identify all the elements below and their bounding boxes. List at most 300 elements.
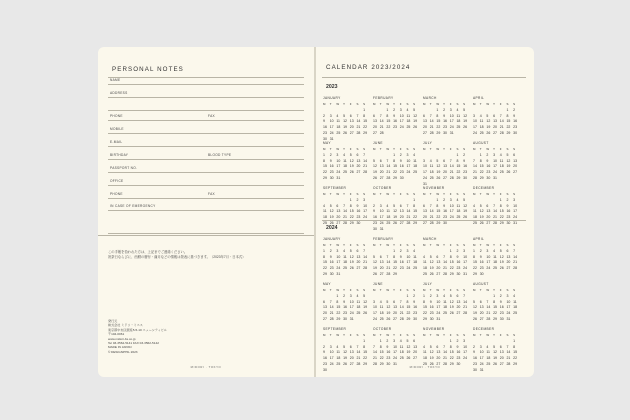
day-number: 10 [336, 158, 341, 163]
day-number: 3 [349, 293, 352, 298]
day-number: 6 [349, 344, 352, 349]
day-number: 4 [356, 293, 359, 298]
weekday-label: T [479, 333, 482, 337]
day-number: 14 [493, 209, 497, 214]
weekday-label: S [513, 147, 516, 151]
day-number: 19 [506, 164, 511, 169]
day-number: 13 [443, 164, 447, 169]
weekday-label: S [513, 333, 516, 337]
day-number: 23 [456, 356, 461, 361]
day-number: 14 [386, 260, 391, 265]
day-number: 17 [423, 170, 427, 175]
weekday-label: T [379, 288, 382, 292]
weekday-label: W [436, 288, 440, 292]
day-number: 29 [393, 271, 397, 276]
day-number: 3 [436, 293, 439, 298]
day-number: 10 [493, 158, 497, 163]
day-number: 25 [456, 125, 461, 130]
day-number: 5 [473, 299, 475, 304]
weekday-label: T [379, 333, 382, 337]
day-number: 23 [499, 311, 504, 316]
day-number: 30 [486, 175, 491, 180]
day-number: 20 [436, 266, 441, 271]
day-number: 1 [386, 107, 389, 112]
day-number: 3 [363, 197, 366, 202]
day-number: 12 [486, 119, 491, 124]
day-number: 11 [513, 299, 517, 304]
month-block [423, 282, 470, 323]
weekday-label: M [423, 102, 426, 106]
day-number: 24 [423, 175, 427, 180]
day-number: 4 [499, 152, 502, 157]
day-number: 15 [436, 119, 441, 124]
day-number: 25 [499, 170, 504, 175]
day-number: 27 [506, 266, 511, 271]
day-number: 22 [393, 266, 397, 271]
weekday-label: S [456, 192, 459, 196]
day-number: 7 [406, 203, 409, 208]
field-label: IN CASE OF EMERGENCY [110, 204, 156, 208]
day-number: 28 [486, 316, 491, 321]
weekday-label: S [356, 333, 359, 337]
day-number: 6 [323, 299, 325, 304]
day-number: 8 [479, 158, 482, 163]
day-number: 16 [443, 119, 447, 124]
day-number: 4 [486, 344, 489, 349]
day-number: 28 [329, 316, 334, 321]
day-number: 26 [486, 130, 491, 135]
day-number: 19 [349, 260, 354, 265]
field-row[interactable] [108, 174, 304, 186]
day-number: 3 [463, 338, 466, 343]
field-row[interactable] [108, 73, 304, 85]
weekday-label: S [406, 192, 409, 196]
day-number: 16 [473, 356, 477, 361]
day-number: 19 [343, 125, 347, 130]
day-number: 26 [386, 316, 391, 321]
month-days [423, 147, 470, 188]
weekday-label: S [356, 102, 359, 106]
return-notice [108, 250, 245, 259]
day-number: 12 [436, 164, 441, 169]
day-number: 2 [393, 107, 396, 112]
day-number: 17 [393, 350, 397, 355]
day-number: 6 [423, 203, 425, 208]
day-number: 31 [479, 367, 484, 372]
weekday-label: T [443, 147, 445, 151]
month-block [423, 141, 470, 188]
day-number: 26 [413, 125, 418, 130]
weekday-label: T [393, 147, 395, 151]
field-row[interactable] [108, 135, 304, 147]
month-block [473, 282, 520, 323]
day-number: 2 [386, 338, 389, 343]
day-number: 20 [493, 125, 497, 130]
day-number: 4 [343, 152, 346, 157]
day-number: 10 [473, 119, 477, 124]
day-number: 30 [429, 316, 434, 321]
weekday-label: T [493, 192, 495, 196]
day-number: 23 [343, 311, 347, 316]
day-number: 9 [443, 203, 446, 208]
day-number: 15 [436, 209, 441, 214]
day-number: 25 [379, 316, 384, 321]
month-name: APRIL [473, 96, 485, 100]
day-number: 8 [493, 299, 496, 304]
day-number: 16 [386, 350, 391, 355]
day-number: 28 [356, 130, 361, 135]
day-number: 22 [413, 215, 418, 220]
day-number: 23 [429, 311, 434, 316]
day-number: 24 [379, 220, 384, 225]
day-number: 2 [479, 248, 482, 253]
day-number: 10 [373, 305, 377, 310]
weekday-label: W [436, 102, 440, 106]
day-number: 27 [373, 130, 377, 135]
day-number: 6 [513, 152, 516, 157]
month-block [373, 141, 420, 182]
month-name: FEBRUARY [373, 237, 394, 241]
day-number: 22 [506, 125, 511, 130]
day-number: 13 [436, 260, 441, 265]
day-number: 9 [373, 209, 375, 214]
day-number: 1 [363, 338, 366, 343]
day-number: 29 [449, 271, 454, 276]
day-number: 18 [429, 170, 434, 175]
day-number: 13 [323, 305, 327, 310]
day-number: 26 [506, 170, 511, 175]
day-number: 9 [506, 203, 509, 208]
day-number: 4 [406, 107, 409, 112]
day-number: 9 [323, 119, 325, 124]
day-number: 17 [473, 125, 477, 130]
day-number: 15 [393, 164, 397, 169]
month-name: FEBRUARY [373, 96, 394, 100]
day-number: 24 [336, 170, 341, 175]
field-row[interactable] [108, 161, 304, 173]
day-number: 14 [356, 119, 361, 124]
month-days [423, 288, 470, 323]
day-number: 17 [406, 260, 411, 265]
day-number: 17 [506, 305, 511, 310]
day-number: 5 [393, 203, 396, 208]
day-number: 6 [379, 158, 382, 163]
day-number: 9 [386, 344, 389, 349]
day-number: 2 [323, 344, 325, 349]
day-number: 12 [373, 260, 377, 265]
day-number: 6 [456, 293, 459, 298]
day-number: 11 [386, 209, 391, 214]
weekday-label: M [473, 243, 476, 247]
weekday-label: T [329, 102, 332, 106]
day-number: 19 [479, 215, 484, 220]
day-number: 20 [436, 356, 441, 361]
day-number: 7 [329, 299, 332, 304]
day-number: 8 [413, 203, 416, 208]
day-number: 28 [373, 361, 377, 366]
day-number: 14 [329, 305, 334, 310]
field-row[interactable] [108, 109, 304, 121]
day-number: 29 [413, 220, 418, 225]
weekday-label: S [413, 288, 416, 292]
day-number: 27 [479, 316, 484, 321]
day-number: 15 [513, 350, 518, 355]
day-number: 16 [443, 209, 447, 214]
day-number: 27 [423, 130, 427, 135]
day-number: 10 [349, 299, 354, 304]
day-number: 13 [373, 119, 377, 124]
day-number: 14 [499, 119, 504, 124]
day-number: 23 [506, 215, 511, 220]
weekday-label: M [323, 243, 326, 247]
day-number: 14 [379, 119, 384, 124]
day-number: 17 [336, 164, 341, 169]
brand-footer: MIDORI · TOKYO [409, 365, 441, 369]
day-number: 30 [386, 361, 391, 366]
day-number: 12 [406, 344, 411, 349]
weekday-label: T [493, 333, 495, 337]
day-number: 9 [479, 254, 482, 259]
day-number: 20 [423, 125, 427, 130]
weekday-label: F [499, 192, 502, 196]
day-number: 11 [356, 299, 361, 304]
day-number: 4 [456, 197, 459, 202]
day-number: 16 [513, 119, 518, 124]
day-number: 26 [343, 361, 347, 366]
day-number: 12 [473, 305, 477, 310]
weekday-label: S [406, 243, 409, 247]
weekday-label: W [386, 102, 390, 106]
day-number: 22 [499, 215, 504, 220]
weekday-label: T [379, 243, 382, 247]
weekday-label: T [429, 147, 432, 151]
day-number: 24 [336, 266, 341, 271]
title-rule [322, 77, 526, 78]
day-number: 20 [379, 170, 384, 175]
weekday-label: S [463, 333, 466, 337]
day-number: 25 [423, 271, 427, 276]
day-number: 2 [499, 293, 502, 298]
day-number: 9 [456, 344, 459, 349]
day-number: 19 [373, 170, 377, 175]
day-number: 13 [349, 119, 354, 124]
day-number: 5 [436, 158, 439, 163]
day-number: 15 [406, 305, 411, 310]
weekday-label: T [429, 288, 432, 292]
day-number: 30 [456, 361, 461, 366]
notice-line-1: この手帳を拾われた方は、上記までご連絡ください。 [108, 250, 188, 254]
field-row[interactable] [108, 122, 304, 134]
day-number: 10 [363, 203, 368, 208]
day-number: 17 [336, 260, 341, 265]
month-name: JANUARY [323, 237, 341, 241]
day-number: 21 [363, 260, 368, 265]
day-number: 2 [413, 293, 416, 298]
day-number: 16 [506, 209, 511, 214]
day-number: 8 [323, 254, 325, 259]
day-number: 6 [443, 158, 446, 163]
day-number: 18 [456, 119, 461, 124]
day-number: 29 [379, 361, 384, 366]
day-number: 17 [513, 209, 518, 214]
day-number: 8 [436, 113, 439, 118]
day-number: 28 [406, 220, 411, 225]
day-number: 23 [356, 215, 361, 220]
day-number: 5 [329, 203, 332, 208]
weekday-label: F [349, 147, 352, 151]
weekday-label: W [336, 333, 340, 337]
weekday-label: M [323, 288, 326, 292]
day-number: 3 [473, 113, 475, 118]
personal-notes-page [98, 47, 314, 377]
day-number: 12 [349, 254, 354, 259]
day-number: 12 [393, 209, 397, 214]
day-number: 11 [343, 254, 347, 259]
weekday-label: F [399, 288, 402, 292]
day-number: 30 [323, 136, 327, 141]
day-number: 16 [479, 260, 484, 265]
day-number: 10 [399, 113, 404, 118]
day-number: 27 [413, 356, 418, 361]
weekday-label: S [506, 102, 509, 106]
field-row[interactable] [108, 148, 304, 160]
day-number: 20 [356, 260, 361, 265]
day-number: 8 [323, 158, 325, 163]
day-number: 20 [399, 215, 404, 220]
day-number: 9 [463, 158, 466, 163]
day-number: 11 [323, 209, 327, 214]
weekday-label: M [373, 288, 376, 292]
day-number: 30 [513, 130, 518, 135]
day-number: 12 [413, 113, 418, 118]
day-number: 11 [456, 203, 461, 208]
day-number: 17 [479, 356, 484, 361]
day-number: 1 [423, 293, 425, 298]
day-number: 17 [463, 260, 468, 265]
day-number: 8 [363, 344, 366, 349]
day-number: 20 [479, 311, 484, 316]
day-number: 4 [456, 107, 459, 112]
day-number: 29 [436, 130, 441, 135]
day-number: 2 [343, 293, 346, 298]
day-number: 22 [363, 356, 368, 361]
day-number: 12 [343, 119, 347, 124]
weekday-label: F [349, 243, 352, 247]
month-days [423, 333, 470, 368]
day-number: 28 [363, 170, 368, 175]
day-number: 30 [343, 316, 347, 321]
field-label: ADDRESS [110, 91, 128, 95]
day-number: 10 [486, 254, 491, 259]
day-number: 8 [386, 113, 389, 118]
day-number: 22 [323, 266, 327, 271]
month-days [373, 102, 420, 137]
weekday-label: F [349, 333, 352, 337]
day-number: 23 [456, 266, 461, 271]
day-number: 27 [379, 175, 384, 180]
day-number: 4 [413, 248, 416, 253]
day-number: 27 [349, 130, 354, 135]
day-number: 2 [373, 203, 375, 208]
publisher-line: 株式会社 ミドリ・ミニス [108, 323, 143, 328]
field-row[interactable] [108, 187, 304, 199]
weekday-label: M [373, 192, 376, 196]
day-number: 17 [329, 125, 334, 130]
day-number: 12 [499, 254, 504, 259]
day-number: 3 [329, 113, 332, 118]
day-number: 1 [406, 293, 409, 298]
day-number: 9 [329, 158, 332, 163]
day-number: 7 [443, 344, 446, 349]
day-number: 13 [379, 260, 384, 265]
weekday-label: F [449, 333, 452, 337]
day-number: 8 [393, 158, 396, 163]
day-number: 15 [449, 350, 454, 355]
month-name: SEPTEMBER [323, 186, 347, 190]
month-name: JUNE [373, 282, 383, 286]
weekday-label: M [323, 333, 326, 337]
day-number: 26 [329, 220, 334, 225]
month-days [323, 102, 370, 143]
day-number: 5 [343, 344, 346, 349]
year-label-2023: 2023 [326, 84, 338, 90]
day-number: 9 [393, 113, 396, 118]
day-number: 6 [486, 203, 489, 208]
day-number: 13 [423, 119, 427, 124]
day-number: 18 [343, 260, 347, 265]
weekday-label: T [329, 192, 332, 196]
month-days [423, 243, 470, 278]
field-row[interactable] [108, 86, 304, 98]
field-row[interactable] [108, 199, 304, 211]
day-number: 18 [499, 164, 504, 169]
weekday-label: F [499, 333, 502, 337]
day-number: 3 [329, 344, 332, 349]
day-number: 11 [443, 299, 447, 304]
day-number: 31 [436, 316, 441, 321]
day-number: 10 [479, 350, 484, 355]
day-number: 29 [493, 316, 497, 321]
day-number: 3 [506, 293, 509, 298]
day-number: 19 [436, 170, 441, 175]
day-number: 11 [399, 344, 404, 349]
day-number: 26 [436, 175, 441, 180]
day-number: 5 [506, 152, 509, 157]
weekday-label: T [479, 288, 482, 292]
day-number: 27 [513, 170, 518, 175]
day-number: 29 [393, 175, 397, 180]
day-number: 3 [399, 107, 402, 112]
day-number: 5 [463, 107, 466, 112]
day-number: 18 [513, 305, 518, 310]
weekday-label: S [506, 288, 509, 292]
day-number: 28 [429, 130, 434, 135]
day-number: 29 [349, 220, 354, 225]
day-number: 1 [473, 248, 475, 253]
month-block [373, 237, 420, 278]
day-number: 18 [343, 164, 347, 169]
month-name: AUGUST [473, 141, 489, 145]
day-number: 28 [513, 266, 518, 271]
weekday-label: S [463, 243, 466, 247]
day-number: 2 [329, 152, 332, 157]
day-number: 8 [506, 113, 509, 118]
day-number: 21 [443, 266, 447, 271]
day-number: 23 [386, 356, 391, 361]
day-number: 21 [486, 311, 491, 316]
day-number: 13 [413, 344, 418, 349]
day-number: 16 [399, 260, 404, 265]
